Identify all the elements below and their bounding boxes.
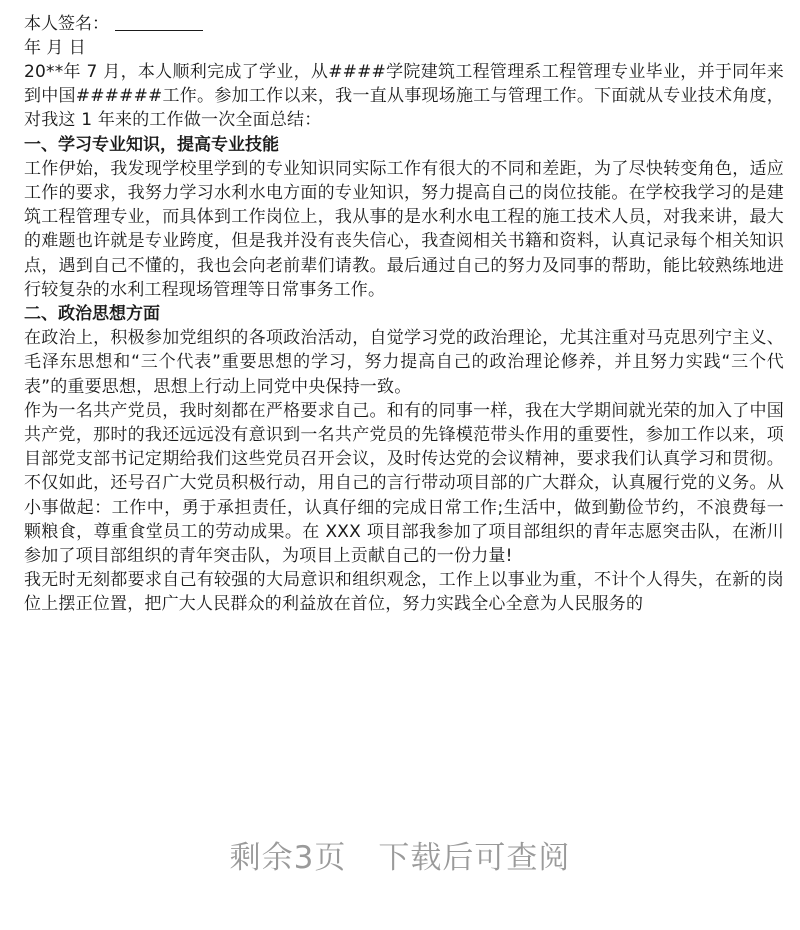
signature-line <box>24 12 784 36</box>
signature-label: 本人签名： <box>24 14 109 34</box>
section2-paragraph-3: 我无时无刻都要求自己有较强的大局意识和组织观念，工作上以事业为重，不计个人得失，在新的岗位上摆正位置，把广大人民群众的利益放在首位，努力实践全心全意为人民服务的 <box>24 570 784 615</box>
section-heading-2: 二、政治思想方面 <box>24 304 160 325</box>
document-body <box>24 12 784 617</box>
section1-paragraph: 工作伊始，我发现学校里学到的专业知识同实际工作有很大的不同和差距，为了尽快转变角色，适应工作的要求，我努力学习水利水电方面的专业知识，努力提高自己的岗位技能。在学校我学习的是建筑工程管理专业，而具体到工作岗位上，我从事的是水利水电工程的施工技术人员，对我来讲，最大的难题也许就是专业跨度，但是我并没有丧失信心，我查阅相关书籍和资料，认真记录每个相关知识点，遇到自己不懂的，我也会向老前辈们请教。最后通过自己的努力及同事的帮助，能比较熟练地进行较复杂的水利工程现场管理等日常事务工作。 <box>24 158 784 300</box>
date-line: 年 月 日 <box>24 38 86 58</box>
download-hint-text: 下载后可查阅 <box>378 840 571 876</box>
intro-paragraph: 20**年 7 月，本人顺利完成了学业，从####学院建筑工程管理系工程管理专业毕业，并于同年来到中国######工作。参加工作以来，我一直从事现场施工与管理工作。下面就从专业技术角度，对我这 1 年来的工作做一次全面总结： <box>24 62 784 131</box>
section2-paragraph-1: 在政治上，积极参加党组织的各项政治活动，自觉学习党的政治理论，尤其注重对马克思列宁主义、毛泽东思想和“三个代表”重要思想的学习，努力提高自己的政治理论修养，并且努力实践“三个代表”的重要思想，思想上行动上同党中央保持一致。 <box>24 328 784 397</box>
section-heading-1: 一、学习专业知识，提高专业技能 <box>24 134 279 155</box>
signature-blank <box>115 14 203 31</box>
remaining-pages-text: 剩余3页 <box>229 840 347 876</box>
section2-paragraph-2: 作为一名共产党员，我时刻都在严格要求自己。和有的同事一样，我在大学期间就光荣的加入了中国共产党，那时的我还远远没有意识到一名共产党员的先锋模范带头作用的重要性，参加工作以来，项目部党支部书记定期给我们这些党员召开会议，及时传达党的会议精神，要求我们认真学习和贯彻。不仅如此，还号召广大党员积极行动，用自己的言行带动项目部的广大群众，认真履行党的义务。从小事做起：工作中，勇于承担责任，认真仔细的完成日常工作;生活中，做到勤俭节约，不浪费每一颗粮食，尊重食堂员工的劳动成果。在 XXX 项目部我参加了项目部组织的青年志愿突击队，在淅川参加了项目部组织的青年突击队，为项目上贡献自己的一份力量! <box>24 400 784 567</box>
preview-limit-banner[interactable] <box>0 832 800 877</box>
